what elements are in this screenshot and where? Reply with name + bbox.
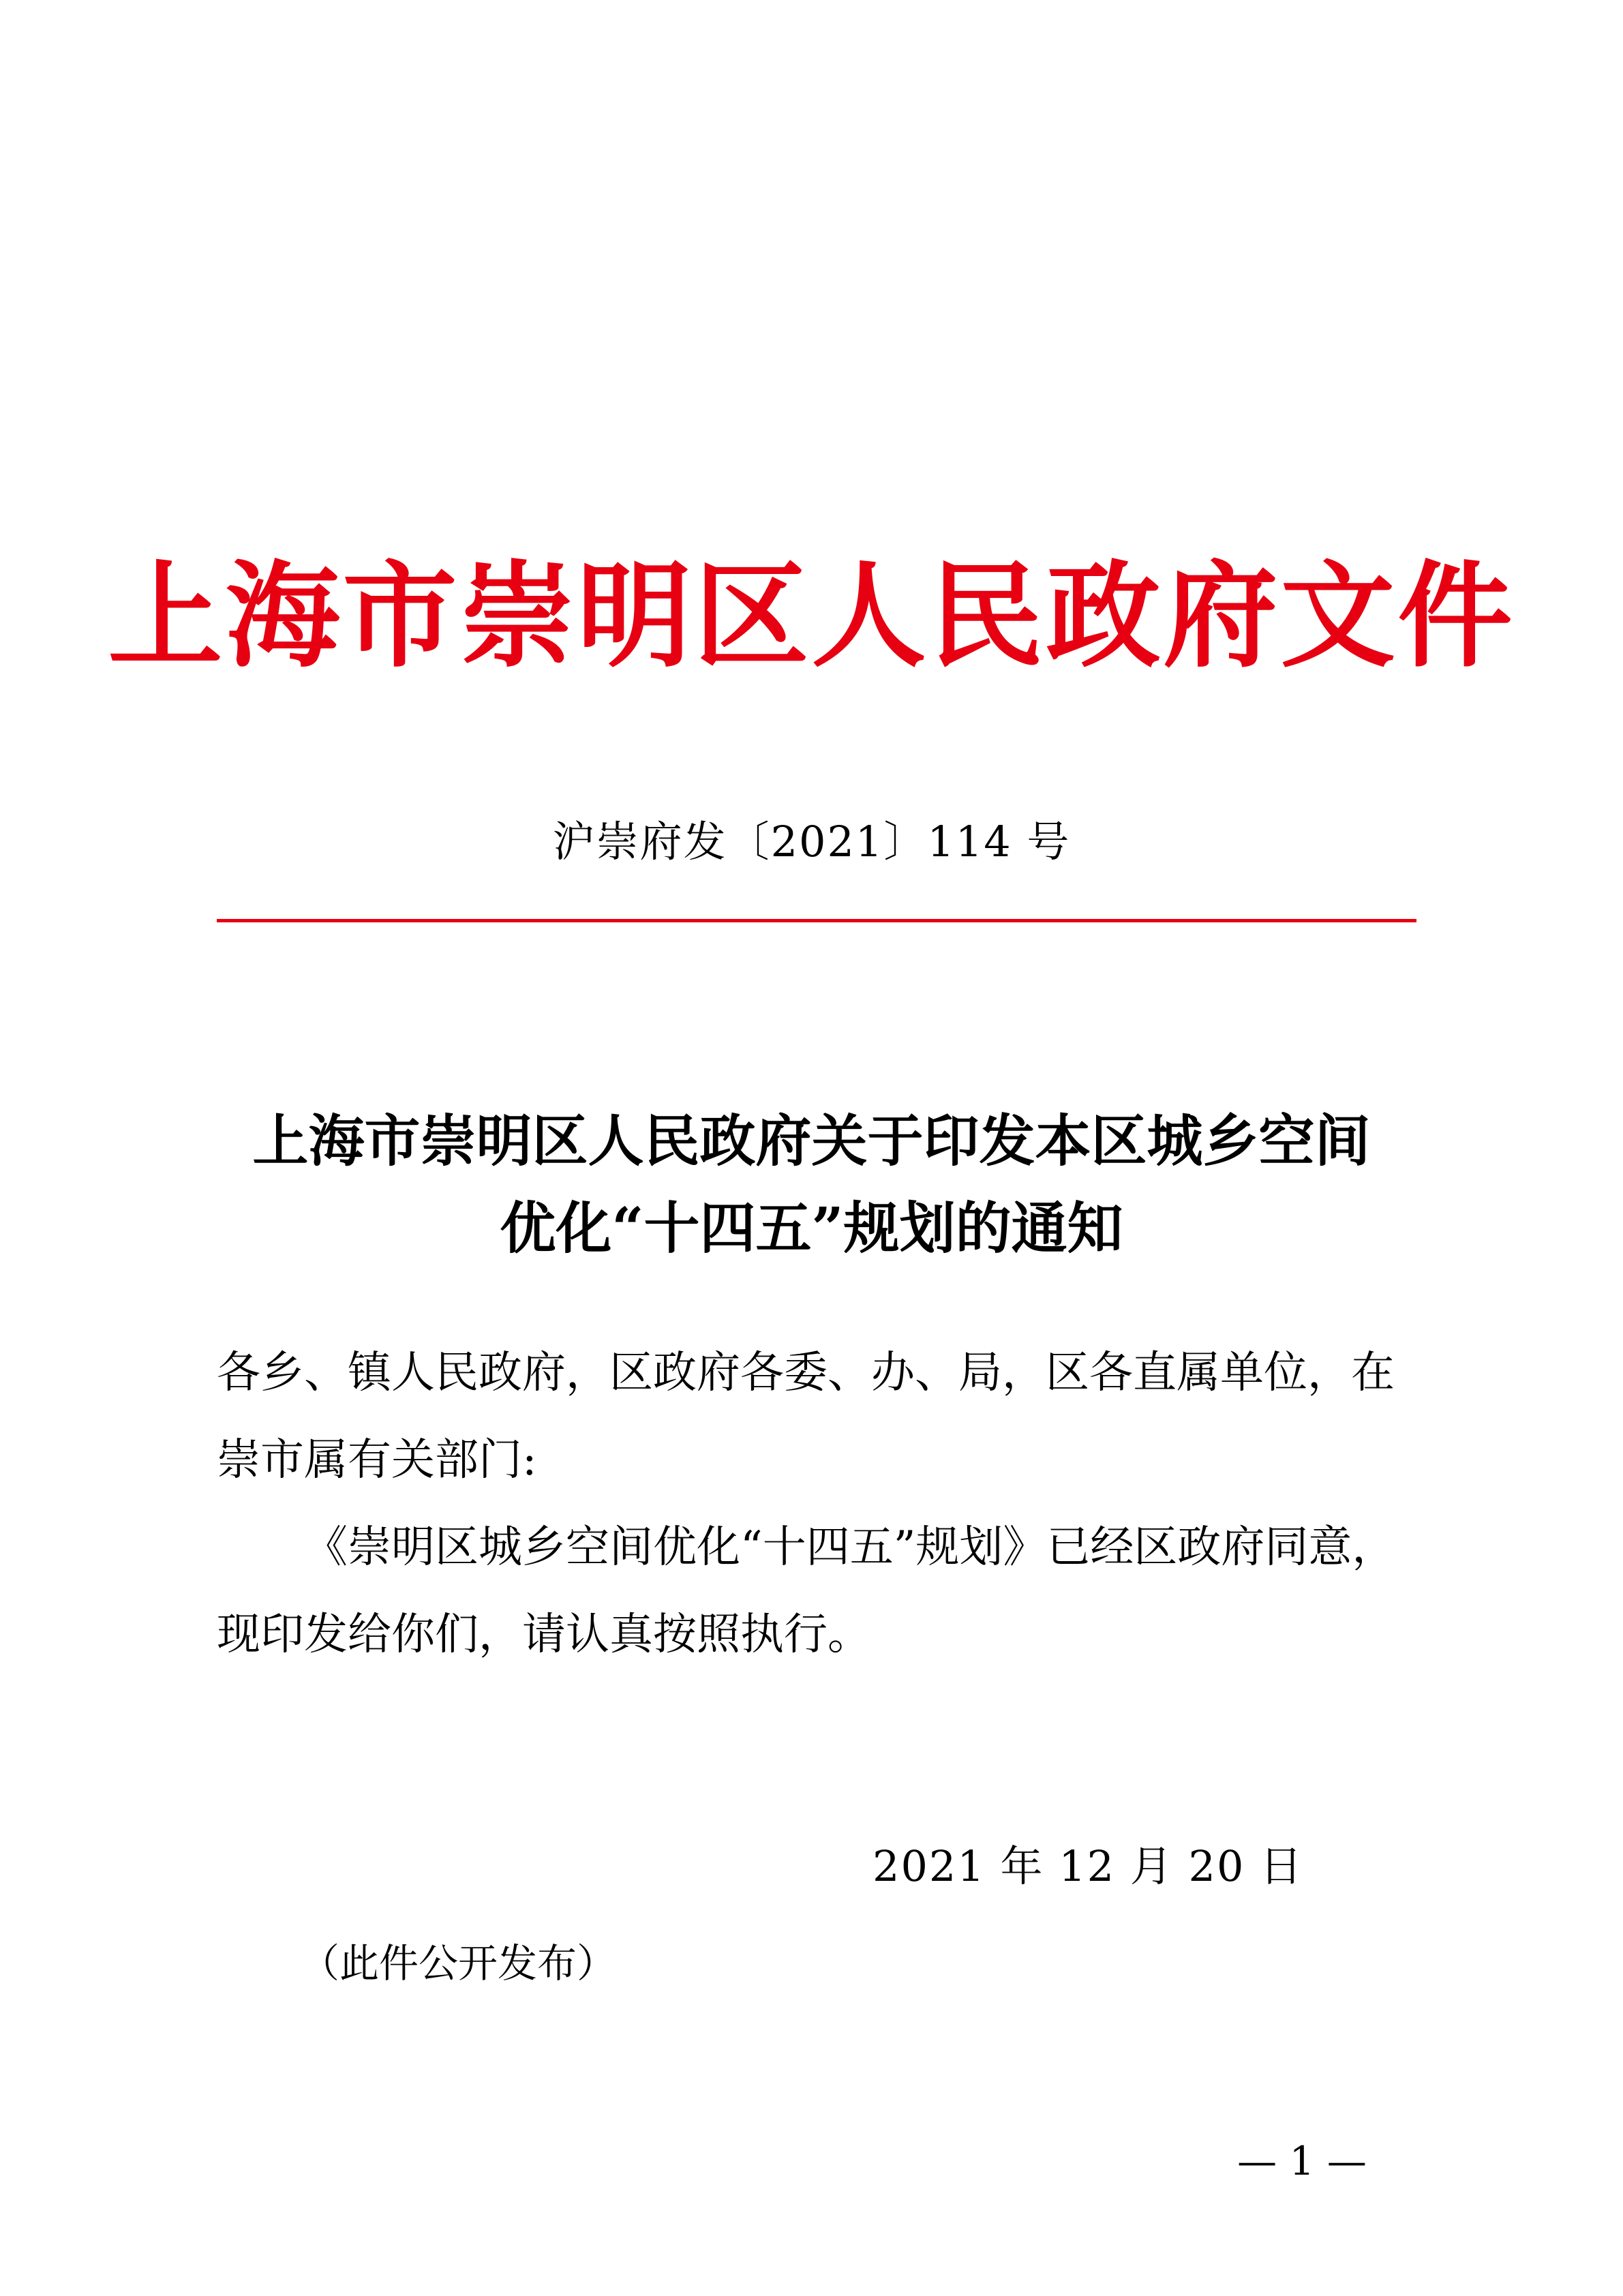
notice-title-line-1: 上海市崇明区人民政府关于印发本区城乡空间 [252,1108,1371,1174]
addressee-line: 各乡、镇人民政府，区政府各委、办、局，区各直属单位，在崇市属有关部门: [217,1348,1395,1485]
issue-date: 2021 年 12 月 20 日 [873,1841,1304,1891]
disclosure-note: （此件公开发布） [300,1940,617,1987]
document-number: 沪崇府发〔2021〕114 号 [552,817,1071,866]
body-paragraph: 《崇明区城乡空间优化“十四五”规划》已经区政府同意，现印发给你们，请认真按照执行。 [217,1522,1396,1660]
notice-body [217,1329,1416,1678]
issuing-authority-header: 上海市崇明区人民政府文件 [108,548,1515,683]
page-number: — 1 — [1237,2138,1367,2184]
notice-title [204,1098,1419,1272]
notice-title-line-2: 优化“十四五”规划的通知 [500,1196,1123,1261]
red-divider-line [217,919,1416,922]
